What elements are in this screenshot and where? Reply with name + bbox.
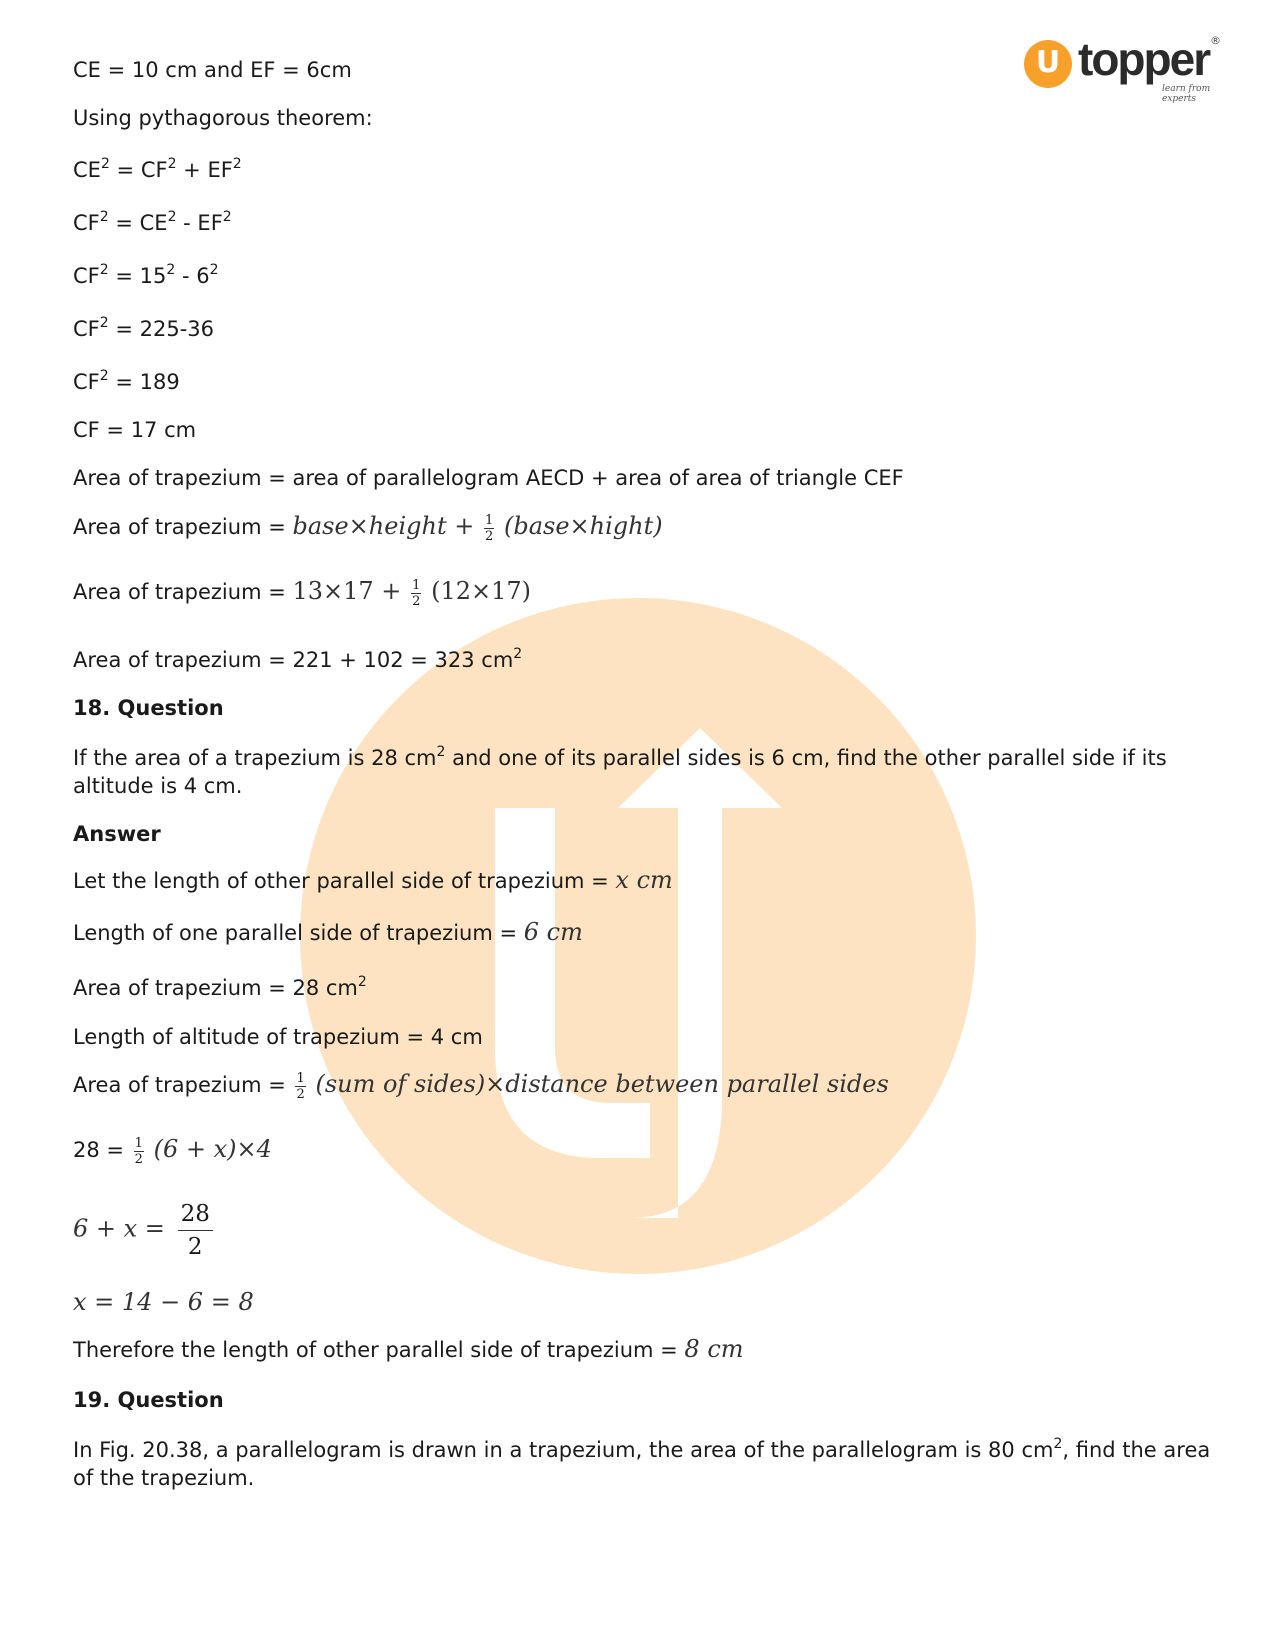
logo-u-icon: U: [1024, 40, 1072, 88]
text-line: CF = 17 cm: [73, 418, 197, 442]
fraction-half: $\frac{1}{2}$: [485, 512, 494, 544]
formula-line: 6 + x = $\frac{28}{2}$: [73, 1198, 213, 1263]
topper-logo: [1020, 33, 1221, 104]
question-heading: 19. Question: [73, 1388, 224, 1412]
text-line: Area of trapezium = area of parallelogram AECD + area of area of triangle CEF: [73, 466, 904, 490]
registered-mark: ®: [1210, 34, 1221, 47]
text-line: Let the length of other parallel side of trapezium = x cm: [73, 866, 673, 894]
formula-line: 28 = $\frac{1}{2}$ (6 + x)×4: [73, 1135, 272, 1167]
equation-line: $CF^2 = CE^2 - EF^2$: [73, 209, 232, 235]
fraction-half: $\frac{1}{2}$: [134, 1135, 143, 1167]
formula-line: Area of trapezium = base×height + $\frac{1}{2}$ (base×hight): [73, 512, 663, 544]
logo-tagline: learn from experts: [1162, 84, 1211, 104]
fraction-half: $\frac{1}{2}$: [412, 577, 421, 609]
text-line: Therefore the length of other parallel side of trapezium = 8 cm: [73, 1335, 744, 1363]
question-text: If the area of a trapezium is 28 $cm^2$ and one of its parallel sides is 6 cm, find the other parallel side if its altitude is 4 cm.: [73, 744, 1167, 798]
answer-heading: Answer: [73, 822, 161, 846]
equation-line: $CE^2 = CF^2 + EF^2$: [73, 156, 242, 182]
formula-line: Area of trapezium = 13×17 + $\frac{1}{2}$ (12×17): [73, 577, 531, 609]
text-line: Area of trapezium = 28 $cm^2$: [73, 974, 367, 1000]
text-line: Using pythagorous theorem:: [73, 106, 373, 130]
text-line: Length of altitude of trapezium = 4 cm: [73, 1025, 483, 1049]
formula-line: Area of trapezium = $\frac{1}{2}$ (sum of sides)×distance between parallel sides: [73, 1070, 889, 1102]
question-text: In Fig. 20.38, a parallelogram is drawn in a trapezium, the area of the parallelogram is 80 $cm^2$, find the area of the trapezium.: [73, 1436, 1211, 1490]
equation-line: $CF^2 = 225-36$: [73, 315, 215, 341]
fraction-28-over-2: $\frac{28}{2}$: [178, 1198, 213, 1263]
formula-line: x = 14 − 6 = 8: [73, 1288, 254, 1316]
fraction-half: $\frac{1}{2}$: [296, 1070, 305, 1102]
logo-wordmark: topper: [1078, 33, 1210, 85]
text-line: CE = 10 cm and EF = 6cm: [73, 58, 352, 82]
equation-line: $CF^2 = 189$: [73, 368, 180, 394]
text-line: Area of trapezium = 221 + 102 = 323 $cm^2$: [73, 646, 523, 672]
text-line: Length of one parallel side of trapezium = 6 cm: [73, 918, 583, 946]
question-heading: 18. Question: [73, 696, 224, 720]
equation-line: $CF^2 = 15^2 - 6^2$: [73, 262, 219, 288]
